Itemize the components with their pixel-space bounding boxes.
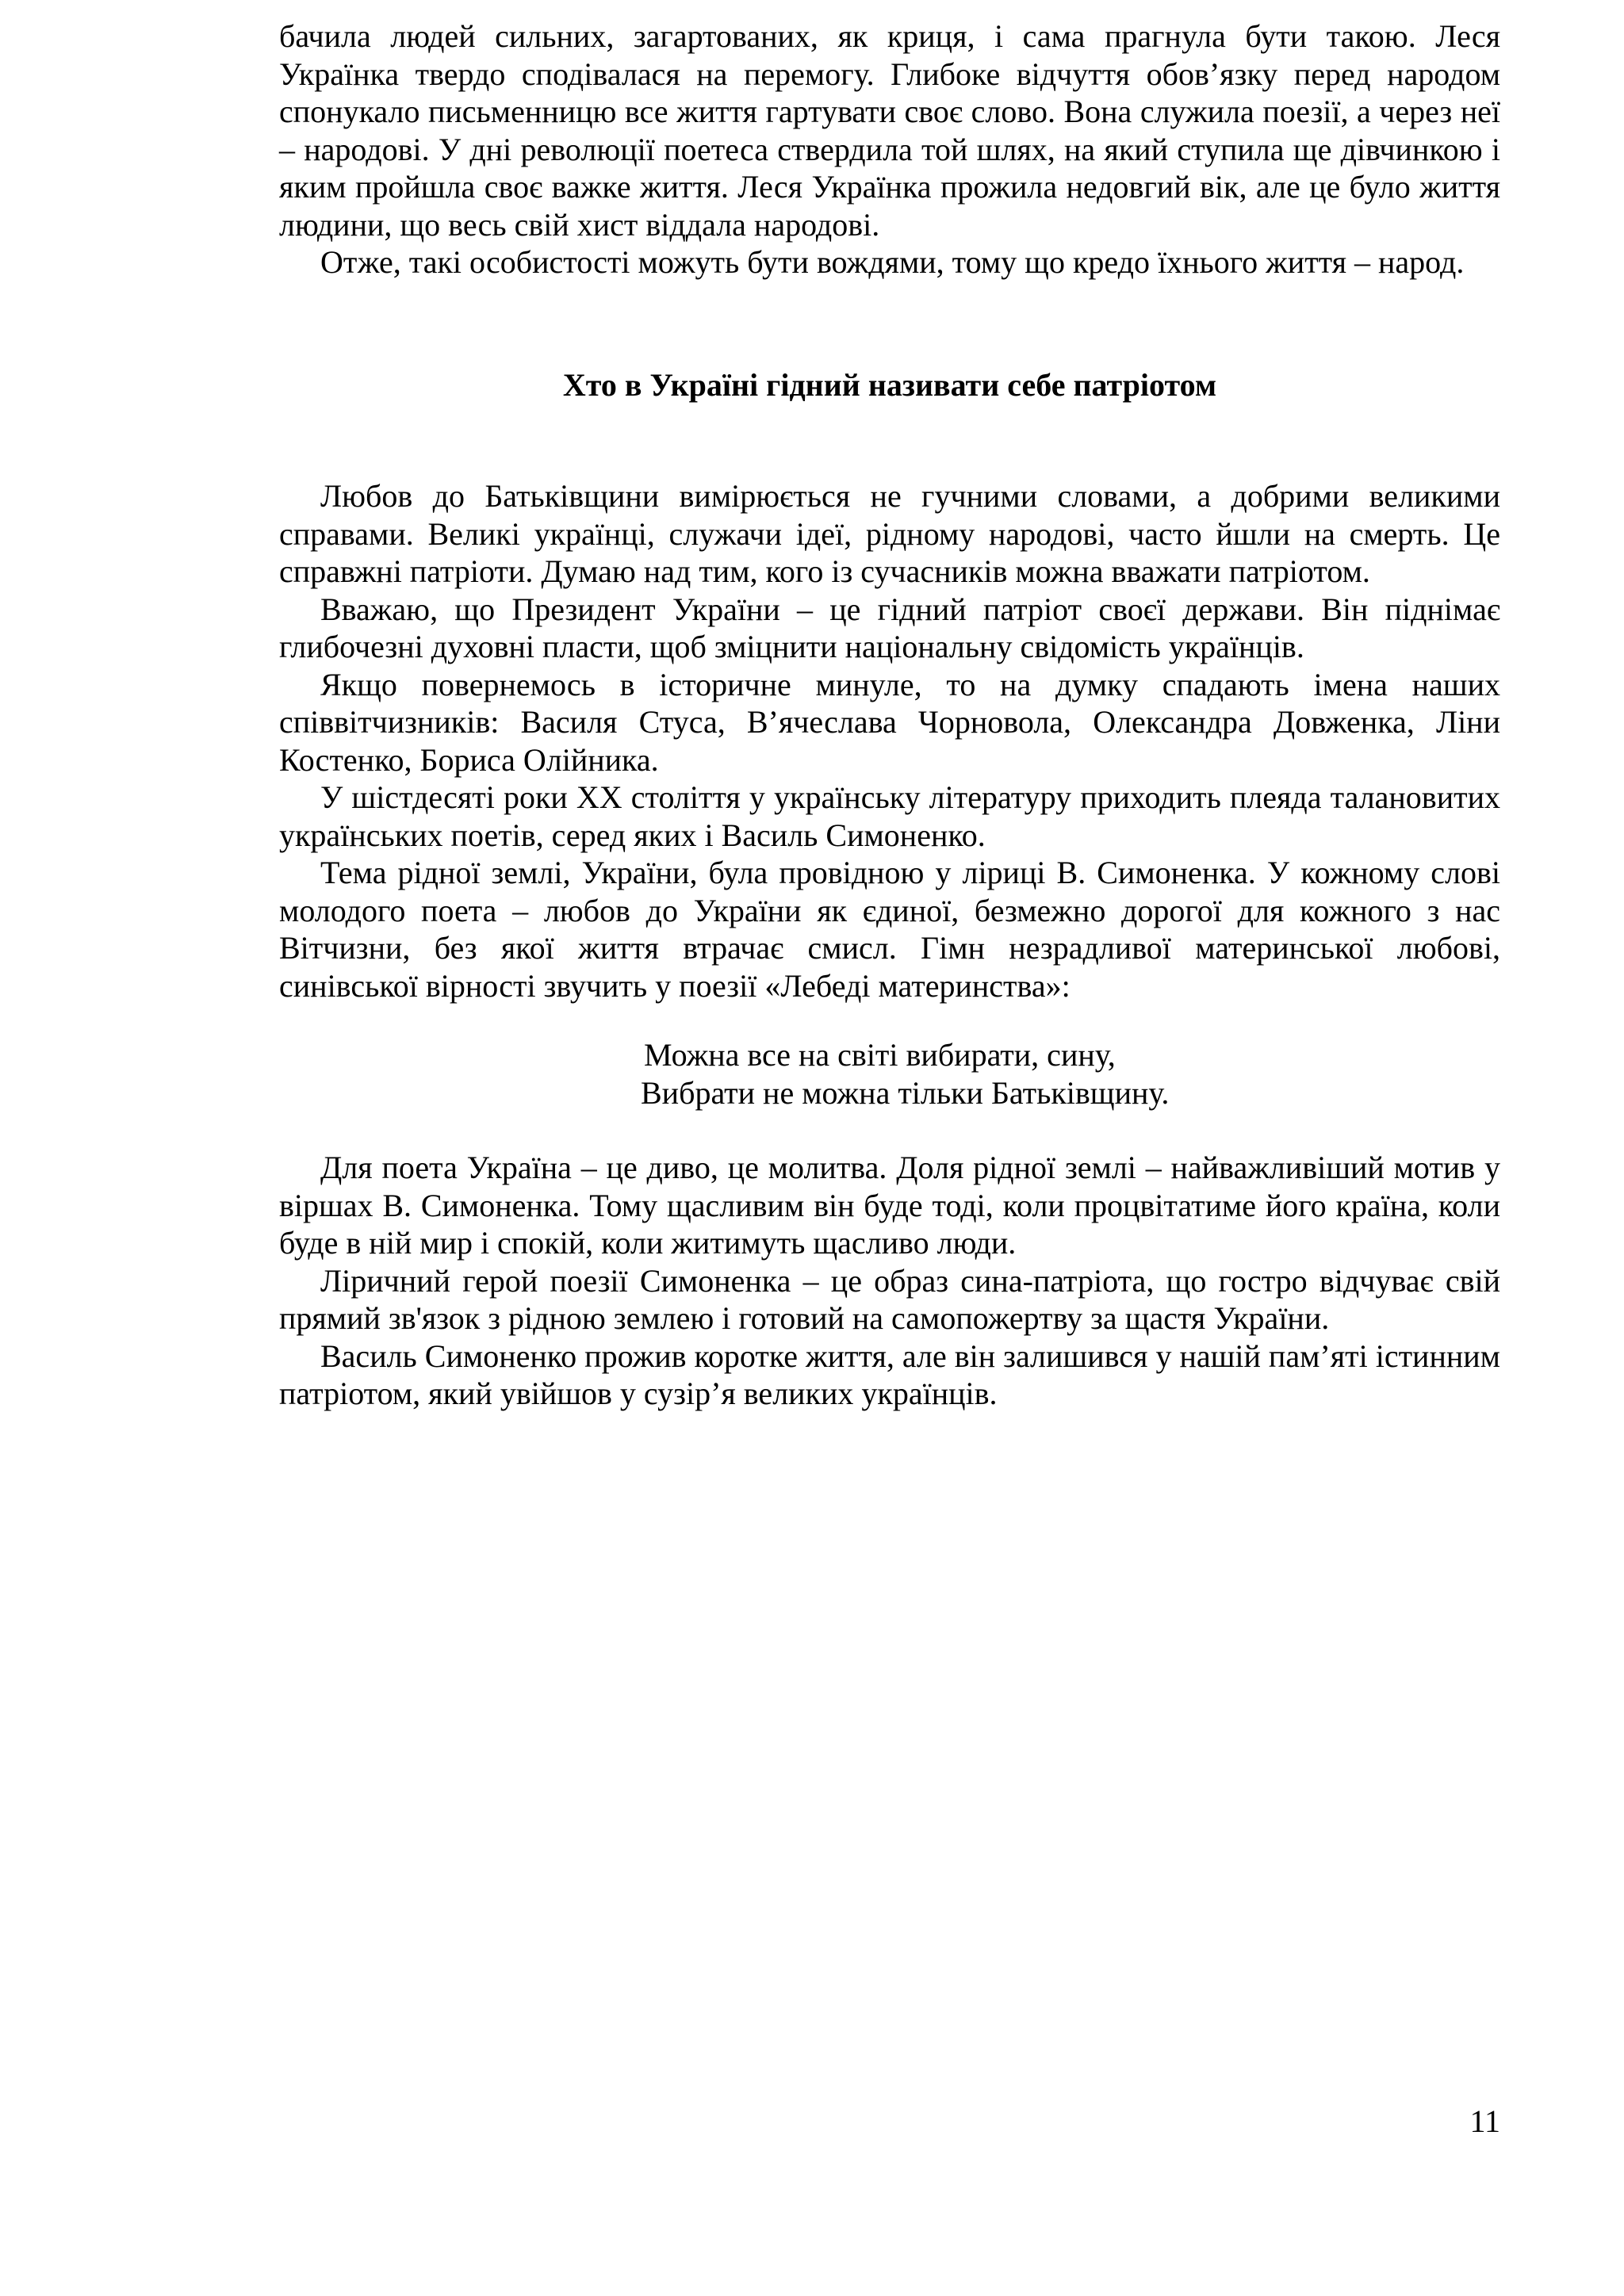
page-number: 11 <box>1469 2103 1500 2139</box>
paragraph-continuation: бачила людей сильних, загартованих, як криця, і сама прагнула бути такою. Леся Українка твердо сподівалася на перемогу. Глибоке відчуття обов’язку перед народом спонукало письменницю все життя гартувати своє слово. Вона служила поезії, а через неї – народові. У дні революції поетеса ствердила той шлях, на який ступила ще дівчинкою і яким пройшла своє важке життя. Леся Українка прожила недовгий вік, але це було життя людини, що весь свій хист віддала народові. <box>279 18 1500 243</box>
poem-line: Вибрати не можна тільки Батьківщину. <box>641 1074 1170 1111</box>
paragraph: Для поета Україна – це диво, це молитва. Доля рідної землі – найважливіший мотив у віршах В. Симоненка. Тому щасливим він буде тоді, коли процвітатиме його країна, коли буде в ній мир і спокій, коли житимуть щасливо люди. <box>279 1150 1500 1261</box>
section-closing <box>279 1149 1500 1413</box>
section-title: Хто в Україні гідний називати себе патріотом <box>562 367 1217 403</box>
poem-line: Можна все на світі вибирати, сину, <box>644 1037 1116 1073</box>
poem-quote <box>641 1036 1358 1112</box>
paragraph: Якщо повернемось в історичне минуле, то на думку спадають імена наших співвітчизників: Василя Стуса, В’ячеслава Чорновола, Олександра Довженка, Ліни Костенко, Бориса Олійника. <box>279 666 1500 778</box>
paragraph-conclusion: Отже, такі особистості можуть бути вождями, тому що кредо їхнього життя – народ. <box>320 244 1465 280</box>
paragraph: У шістдесяті роки XX століття у українську літературу приходить плеяда талановитих українських поетів, серед яких і Василь Симоненко. <box>279 779 1500 853</box>
paragraph: Василь Симоненко прожив коротке життя, але він залишився у нашій пам’яті істинним патріотом, який увійшов у сузір’я великих українців. <box>279 1337 1500 1411</box>
paragraph: Ліричний герой поезії Симоненка – це образ сина-патріота, що гостро відчуває свій прямий зв'язок з рідною землею і готовий на самопожертву за щастя України. <box>279 1262 1500 1336</box>
paragraph: Вважаю, що Президент України – це гідний патріот своєї держави. Він піднімає глибочезні духовні пласти, щоб зміцнити національну свідомість українців. <box>279 591 1500 664</box>
top-text-block <box>279 17 1500 281</box>
section-body <box>279 477 1500 1004</box>
paragraph: Любов до Батьківщини вимірюється не гучними словами, а добрими великими справами. Великі українці, служачи ідеї, рідному народові, часто йшли на смерть. Це справжні патріоти. Думаю над тим, кого із сучасників можна вважати патріотом. <box>279 478 1500 589</box>
paragraph: Тема рідної землі, України, була провідною у ліриці В. Симоненка. У кожному слові молодого поета – любов до України як єдиної, безмежно дорогої для кожного з нас Вітчизни, без якої життя втрачає смисл. Гімн незрадливої материнської любові, синівської вірності звучить у поезії «Лебеді материнства»: <box>279 855 1500 1004</box>
